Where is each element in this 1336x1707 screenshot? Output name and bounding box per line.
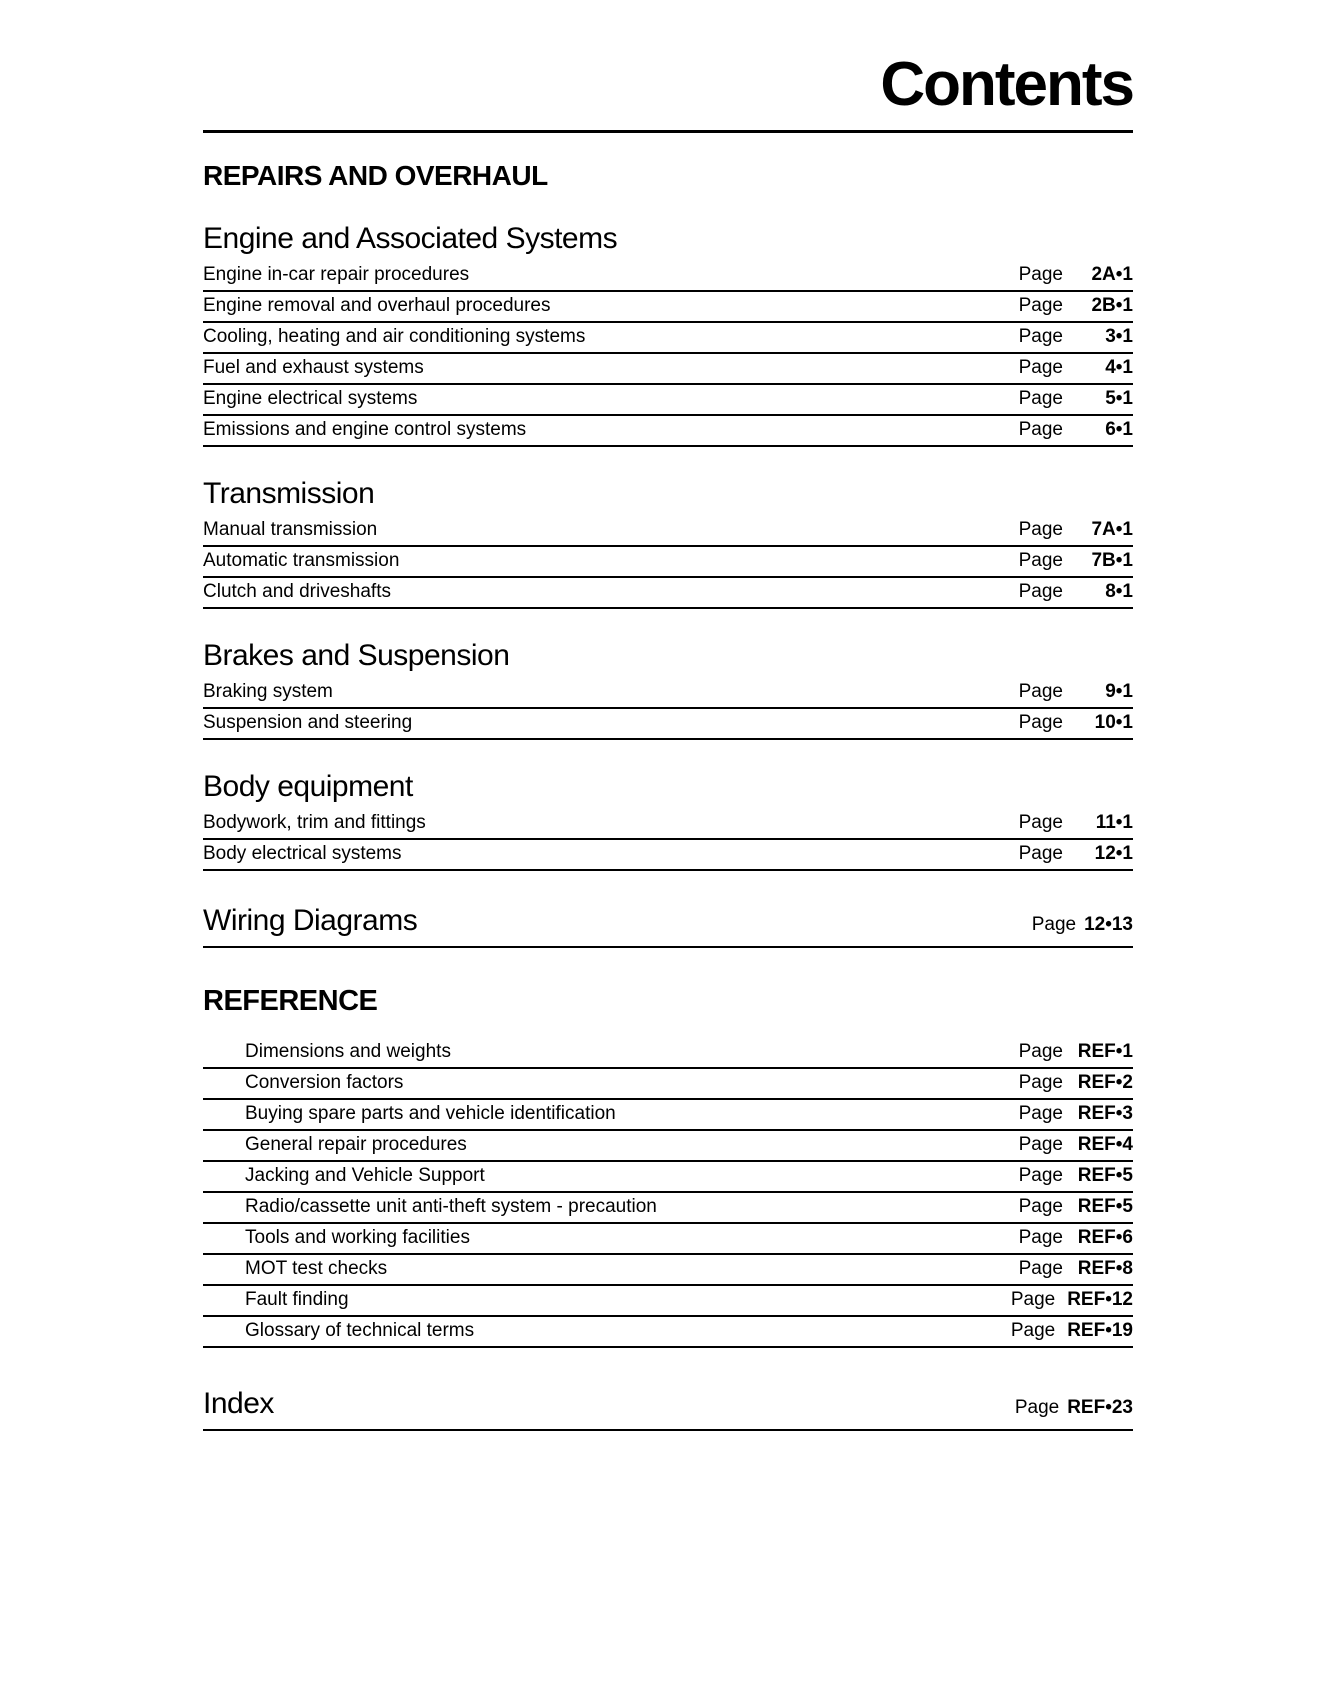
toc-item-label: Fault finding [245,1289,349,1310]
page-word: Page [1014,1397,1060,1418]
section-transmission [203,477,1133,609]
toc-item-label: Body electrical systems [203,843,402,864]
page-word: Page [1018,1165,1063,1186]
toc-item-label: Bodywork, trim and fittings [203,812,426,833]
page-number: 11•1 [1095,812,1133,833]
page-word: Page [1018,1134,1063,1155]
toc-item-label: Tools and working facilities [245,1227,470,1248]
page-word: Page [1010,1289,1056,1310]
page-number: REF•12 [1067,1289,1133,1310]
page-number: REF•1 [1077,1041,1133,1062]
section-rows [203,261,1133,447]
content-column [203,0,1133,1431]
toc-row [203,1317,1133,1348]
toc-row [203,1131,1133,1162]
toc-row [203,323,1133,354]
page-number: 6•1 [1105,419,1133,440]
toc-row [203,1162,1133,1193]
toc-row [203,1193,1133,1224]
page-number: REF•8 [1077,1258,1133,1279]
page-number: REF•23 [1067,1397,1133,1418]
page-title: Contents [880,50,1133,119]
page-number: 10•1 [1094,712,1133,733]
section-rows [203,678,1133,740]
part-heading-reference: REFERENCE [203,985,378,1017]
toc-row [203,840,1133,871]
page-number: 4•1 [1105,357,1133,378]
toc-row [203,1224,1133,1255]
wiring-diagrams-heading: Wiring Diagrams [203,904,418,937]
section-rows [203,516,1133,609]
page-word: Page [1018,1258,1063,1279]
toc-item-label: Conversion factors [245,1072,404,1093]
page-number: REF•5 [1077,1196,1133,1217]
toc-item-label: Fuel and exhaust systems [203,357,424,378]
page-word: Page [1018,264,1063,285]
toc-item-label: Dimensions and weights [245,1041,451,1062]
toc-item-label: Engine electrical systems [203,388,418,409]
toc-row [203,385,1133,416]
page-word: Page [1010,1320,1056,1341]
page-number: REF•4 [1077,1134,1133,1155]
page-word: Page [1018,1072,1063,1093]
toc-row [203,1255,1133,1286]
toc-row [203,354,1133,385]
toc-item-label: Suspension and steering [203,712,413,733]
section-heading: Body equipment [203,770,413,803]
toc-row [203,678,1133,709]
toc-item-label: Buying spare parts and vehicle identification [245,1103,616,1124]
index-heading: Index [203,1387,274,1420]
page-word: Page [1018,295,1063,316]
toc-item-label: MOT test checks [245,1258,388,1279]
page-word: Page [1018,712,1063,733]
section-brakes-suspension [203,639,1133,740]
page-number: REF•6 [1077,1227,1133,1248]
page-word: Page [1018,843,1063,864]
page-word: Page [1018,326,1063,347]
title-rule [203,130,1133,133]
section-heading: Brakes and Suspension [203,639,510,672]
toc-row [203,1286,1133,1317]
toc-item-label: Cooling, heating and air conditioning systems [203,326,586,347]
toc-row [203,292,1133,323]
page-word: Page [1018,550,1063,571]
page-word: Page [1018,388,1063,409]
toc-item-label: Glossary of technical terms [245,1320,475,1341]
section-engine [203,222,1133,447]
toc-row [203,516,1133,547]
toc-row [203,1069,1133,1100]
toc-item-label: Jacking and Vehicle Support [245,1165,485,1186]
page-number: 5•1 [1105,388,1133,409]
page-word: Page [1018,357,1063,378]
toc-item-label: General repair procedures [245,1134,467,1155]
page-number: 2B•1 [1091,295,1133,316]
toc-item-label: Emissions and engine control systems [203,419,527,440]
toc-row [203,578,1133,609]
toc-item-label: Engine removal and overhaul procedures [203,295,551,316]
toc-row [203,1038,1133,1069]
section-heading: Transmission [203,477,375,510]
toc-row [203,416,1133,447]
section-body-equipment [203,770,1133,871]
page-word: Page [1018,812,1063,833]
page-word: Page [1018,1196,1063,1217]
reference-rows [203,1038,1133,1348]
section-heading: Engine and Associated Systems [203,222,618,255]
toc-item-label: Manual transmission [203,519,378,540]
page-word: Page [1018,681,1063,702]
page-number: REF•2 [1077,1072,1133,1093]
toc-row [203,709,1133,740]
toc-item-label: Braking system [203,681,333,702]
page-number: 7A•1 [1091,519,1133,540]
section-rows [203,809,1133,871]
page-number: 3•1 [1105,326,1133,347]
page-word: Page [1018,1227,1063,1248]
page-number: 12•1 [1094,843,1133,864]
page-word: Page [1018,519,1063,540]
page-word: Page [1018,581,1063,602]
page-number: 2A•1 [1091,264,1133,285]
wiring-diagrams-row [203,903,1133,948]
toc-row [203,547,1133,578]
page-number: 8•1 [1105,581,1133,602]
toc-row [203,261,1133,292]
part-heading-repairs: REPAIRS AND OVERHAUL [203,160,548,191]
index-row [203,1386,1133,1431]
page-number: REF•19 [1067,1320,1133,1341]
toc-item-label: Radio/cassette unit anti-theft system - precaution [245,1196,657,1217]
page-word: Page [1018,1103,1063,1124]
page-word: Page [1031,914,1077,935]
toc-row [203,1100,1133,1131]
toc-item-label: Automatic transmission [203,550,400,571]
page-number: 7B•1 [1091,550,1133,571]
toc-item-label: Engine in-car repair procedures [203,264,470,285]
toc-row [203,809,1133,840]
page-word: Page [1018,1041,1063,1062]
page-number: REF•3 [1077,1103,1133,1124]
page-number: 12•13 [1084,914,1133,935]
page-word: Page [1018,419,1063,440]
toc-item-label: Clutch and driveshafts [203,581,391,602]
page-number: REF•5 [1077,1165,1133,1186]
page-number: 9•1 [1105,681,1133,702]
